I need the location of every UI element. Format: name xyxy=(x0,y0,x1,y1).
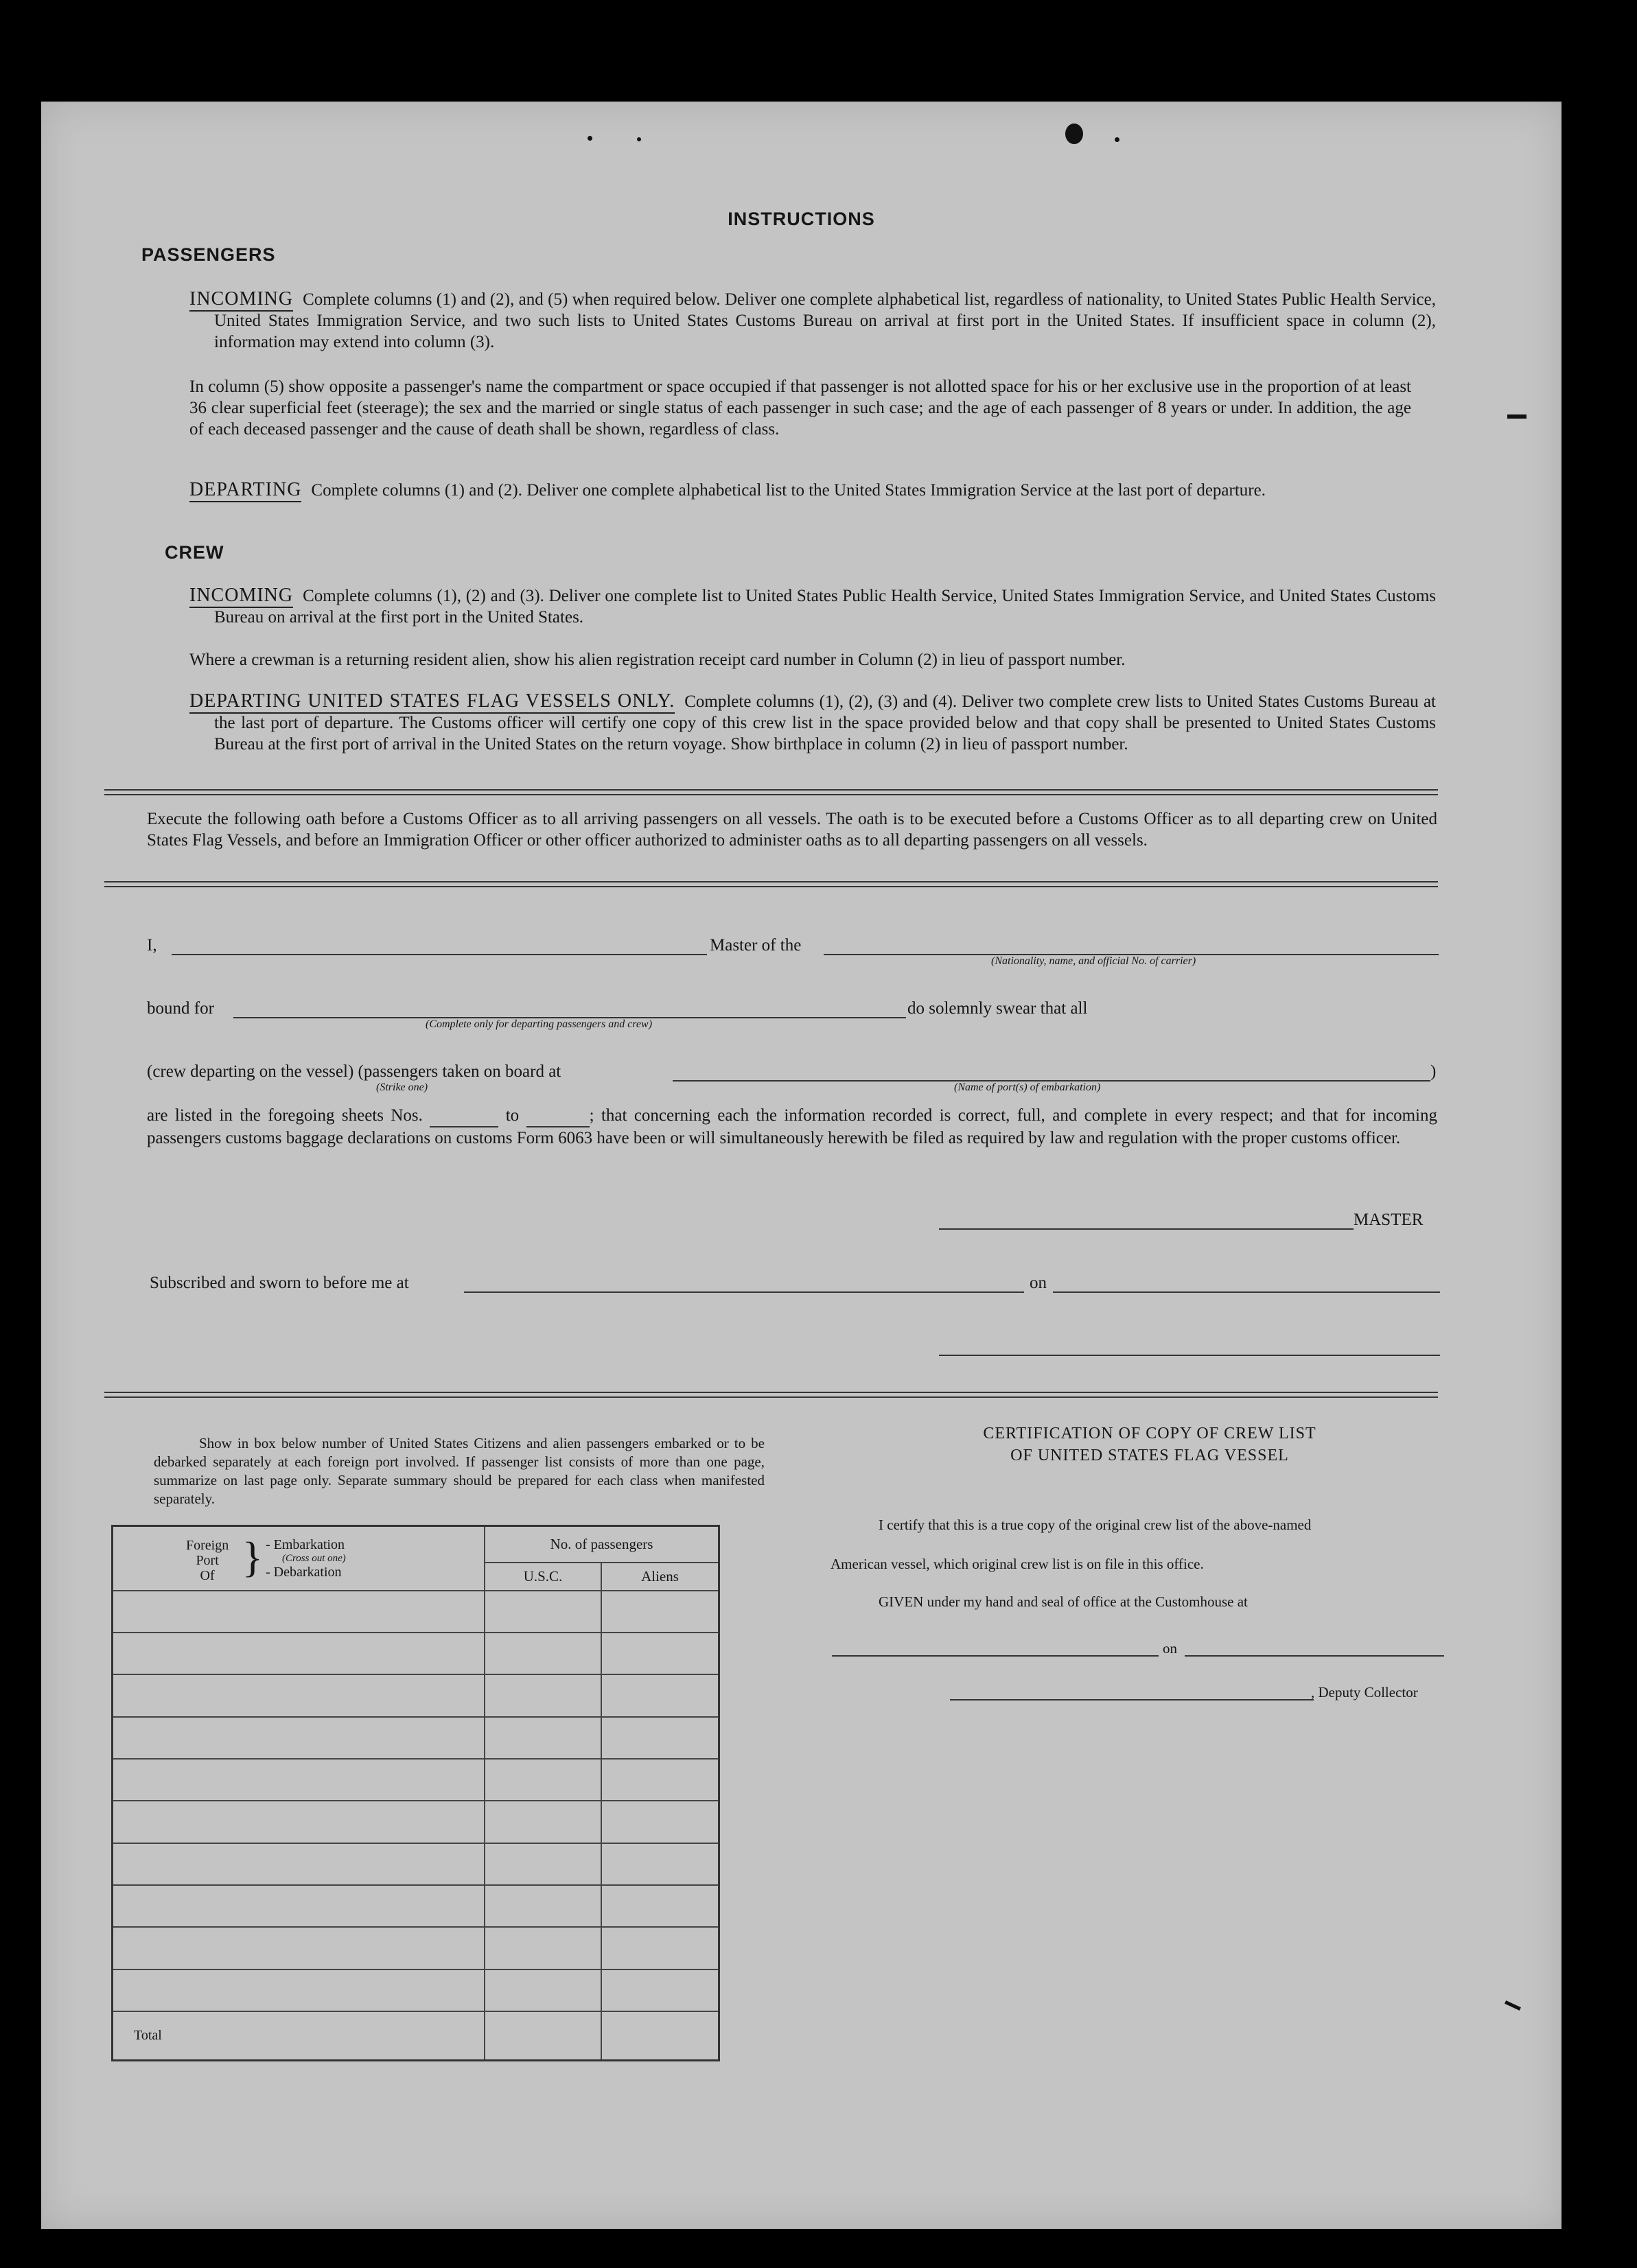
officer-signature-field[interactable] xyxy=(939,1355,1440,1356)
scan-speck xyxy=(588,136,592,141)
total-label: Total xyxy=(113,2011,485,2061)
crew-departing-paragraph xyxy=(189,690,1436,755)
passengers-departing-label: DEPARTING xyxy=(189,479,301,502)
concerning-text: ; that concerning each the information recorded is correct, full, and complete in every respect; and that for incoming passengers customs baggage declarations on customs Form 6063 have been or will simultaneously herewith be filed as required by law and regulation with the proper customs officer. xyxy=(147,1106,1438,1147)
port-cell[interactable] xyxy=(113,1591,485,1633)
crew-heading: CREW xyxy=(165,542,224,563)
of-label: Of xyxy=(200,1568,215,1583)
usc-cell[interactable] xyxy=(485,1759,601,1801)
usc-cell[interactable] xyxy=(485,1885,601,1927)
passengers-heading: PASSENGERS xyxy=(141,244,276,265)
port-label: Port xyxy=(196,1553,219,1568)
scan-speck xyxy=(637,137,641,141)
crew-departing-label: DEPARTING UNITED STATES FLAG VESSELS ONLY. xyxy=(189,690,675,714)
sheet-to-field[interactable] xyxy=(526,1105,590,1127)
master-label: MASTER xyxy=(1354,1211,1424,1229)
crew-incoming-paragraph xyxy=(189,585,1436,628)
port-cell[interactable] xyxy=(113,1633,485,1674)
crew-departing-text: Complete columns (1), (2), (3) and (4). Deliver two complete crew lists to United States Customs Bureau at the last port of departure. The Customs officer will certify one copy of this crew list in the space provided below and that copy shall be presented to United States Customs Bureau at the first port of arrival in the United States on the return voyage. Show birthplace in column (2) in lieu of passport number. xyxy=(214,692,1436,753)
usc-cell[interactable] xyxy=(485,1969,601,2011)
sworn-date-field[interactable] xyxy=(1053,1291,1440,1293)
usc-header: U.S.C. xyxy=(485,1563,601,1591)
column5-paragraph: In column (5) show opposite a passenger's name the compartment or space occupied if that passenger is not allotted space for his or her exclusive use in the proportion of at least 36 clear superficial feet (steerage); the sex and the married or single status of each passenger in such case; and the age of each passenger of 8 years or under. In addition, the age of each deceased passenger and the cause of death shall be shown, regardless of class. xyxy=(189,377,1411,439)
oath-divider xyxy=(104,881,1438,887)
sworn-place-field[interactable] xyxy=(464,1291,1024,1293)
port-cell[interactable] xyxy=(113,1969,485,2011)
given-line: GIVEN under my hand and seal of office at the Customhouse at xyxy=(879,1593,1248,1610)
oath-i-label: I, xyxy=(147,936,157,955)
certify-line-2: American vessel, which original crew list is on file in this office. xyxy=(831,1556,1204,1572)
deputy-signature-field[interactable] xyxy=(950,1699,1314,1700)
aliens-cell[interactable] xyxy=(601,1759,719,1801)
passengers-incoming-text: Complete columns (1) and (2), and (5) when required below. Deliver one complete alphabetical list, regardless of nationality, to United States Public Health Service, United States Immigration Service, and two such lists to United States Customs Bureau on arrival at first port in the United States. If insufficient space in column (2), information may extend into column (3). xyxy=(214,290,1436,351)
ports-hint: (Name of port(s) of embarkation) xyxy=(954,1082,1101,1093)
carrier-hint: (Nationality, name, and official No. of carrier) xyxy=(991,955,1196,967)
section-divider xyxy=(104,789,1438,795)
customhouse-field[interactable] xyxy=(832,1655,1159,1657)
summary-instructions: Show in box below number of United States Citizens and alien passengers embarked or to be debarked separately at each foreign port involved. If passenger list consists of more than one page, summarize on last page only. Separate summary should be prepared for each class when manifested separately. xyxy=(154,1435,765,1507)
total-usc-cell[interactable] xyxy=(485,2011,601,2061)
certification-heading-2: OF UNITED STATES FLAG VESSEL xyxy=(1010,1447,1289,1464)
sworn-on-label: on xyxy=(1030,1274,1047,1292)
no-of-passengers-header: No. of passengers xyxy=(485,1526,719,1563)
port-cell[interactable] xyxy=(113,1674,485,1716)
debarkation-option[interactable]: - Debarkation xyxy=(266,1565,342,1580)
usc-cell[interactable] xyxy=(485,1591,601,1633)
certification-heading-1: CERTIFICATION OF COPY OF CREW LIST xyxy=(983,1425,1316,1442)
master-signature-field[interactable] xyxy=(939,1228,1354,1230)
crew-departing-text-line: (crew departing on the vessel) (passengers taken on board at xyxy=(147,1062,561,1081)
crew-incoming-text: Complete columns (1), (2) and (3). Deliver one complete list to United States Public Health Service, United States Immigration Service, and United States Customs Bureau on arrival at the first port in the United States. xyxy=(214,587,1436,627)
close-paren: ) xyxy=(1430,1062,1437,1081)
port-cell[interactable] xyxy=(113,1717,485,1759)
aliens-cell[interactable] xyxy=(601,1885,719,1927)
aliens-cell[interactable] xyxy=(601,1717,719,1759)
aliens-cell[interactable] xyxy=(601,1674,719,1716)
passengers-departing-text: Complete columns (1) and (2). Deliver one complete alphabetical list to the United States Immigration Service at the last port of departure. xyxy=(311,481,1266,500)
usc-cell[interactable] xyxy=(485,1674,601,1716)
port-cell[interactable] xyxy=(113,1843,485,1885)
scan-speck xyxy=(1507,414,1526,419)
crew-incoming-label: INCOMING xyxy=(189,585,293,608)
bound-for-label: bound for xyxy=(147,999,214,1018)
aliens-header: Aliens xyxy=(601,1563,719,1591)
certify-line-1: I certify that this is a true copy of the original crew list of the above-named xyxy=(879,1517,1312,1533)
usc-cell[interactable] xyxy=(485,1717,601,1759)
bottom-divider xyxy=(104,1392,1438,1398)
certification-on-label: on xyxy=(1163,1640,1177,1657)
strike-one-hint: (Strike one) xyxy=(376,1082,428,1093)
aliens-cell[interactable] xyxy=(601,1969,719,2011)
oath-intro: Execute the following oath before a Customs Officer as to all arriving passengers on all vessels. The oath is to be executed before a Customs Officer as to all departing crew on United States Flag Vessels, and before an Immigration Officer or other officer authorized to administer oaths as to all departing passengers on all vessels. xyxy=(147,810,1437,850)
passengers-incoming-paragraph xyxy=(189,288,1436,353)
embarkation-option[interactable]: - Embarkation xyxy=(266,1537,345,1552)
aliens-cell[interactable] xyxy=(601,1591,719,1633)
aliens-cell[interactable] xyxy=(601,1633,719,1674)
page-title: INSTRUCTIONS xyxy=(728,209,875,229)
swear-text: do solemnly swear that all xyxy=(907,999,1088,1018)
aliens-cell[interactable] xyxy=(601,1927,719,1969)
usc-cell[interactable] xyxy=(485,1927,601,1969)
master-name-field[interactable] xyxy=(172,954,707,955)
cross-out-hint: (Cross out one) xyxy=(282,1553,346,1564)
total-aliens-cell[interactable] xyxy=(601,2011,719,2061)
master-of-the-label: Master of the xyxy=(710,936,802,955)
deputy-collector-label: , Deputy Collector xyxy=(1311,1684,1418,1700)
aliens-cell[interactable] xyxy=(601,1843,719,1885)
usc-cell[interactable] xyxy=(485,1801,601,1843)
passenger-summary-table xyxy=(111,1525,720,2061)
brace-icon: } xyxy=(242,1534,263,1581)
foreign-label: Foreign xyxy=(186,1538,229,1553)
to-text: to xyxy=(505,1106,520,1125)
port-cell[interactable] xyxy=(113,1759,485,1801)
listed-paragraph xyxy=(147,1105,1437,1149)
usc-cell[interactable] xyxy=(485,1843,601,1885)
usc-cell[interactable] xyxy=(485,1633,601,1674)
port-cell[interactable] xyxy=(113,1885,485,1927)
port-header-cell xyxy=(113,1526,485,1591)
scan-speck xyxy=(1065,124,1083,144)
port-cell[interactable] xyxy=(113,1927,485,1969)
subscribed-label: Subscribed and sworn to before me at xyxy=(150,1274,409,1292)
scan-speck xyxy=(1115,137,1119,142)
certification-date-field[interactable] xyxy=(1185,1655,1444,1657)
bound-for-hint: (Complete only for departing passengers and crew) xyxy=(426,1018,653,1030)
sheet-from-field[interactable] xyxy=(430,1105,498,1127)
aliens-cell[interactable] xyxy=(601,1801,719,1843)
port-cell[interactable] xyxy=(113,1801,485,1843)
listed-text: are listed in the foregoing sheets Nos. xyxy=(147,1106,423,1125)
passengers-incoming-label: INCOMING xyxy=(189,288,293,312)
passengers-departing-paragraph xyxy=(189,479,1436,501)
crew-resident-paragraph: Where a crewman is a returning resident alien, show his alien registration receipt card number in Column (2) in lieu of passport number. xyxy=(189,651,1126,669)
